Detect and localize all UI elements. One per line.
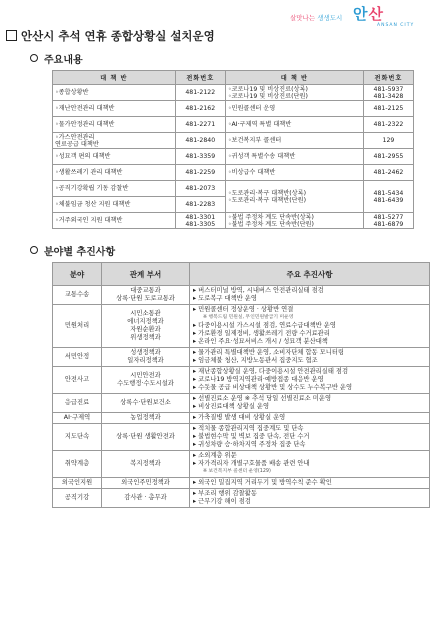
table-row <box>53 133 414 149</box>
dept-cell <box>102 413 190 424</box>
dept-cell <box>102 489 190 508</box>
table-row <box>53 413 430 424</box>
dept-cell <box>102 424 190 451</box>
team-cell <box>225 181 363 213</box>
table-row <box>53 213 414 229</box>
phone-number: 481-2283 <box>185 201 216 208</box>
field-cell: 외국인지원 <box>53 478 102 489</box>
col-header-field: 분야 <box>53 263 102 286</box>
team-cell <box>225 85 363 101</box>
phone-number: 481-2955 <box>373 153 404 160</box>
phone-number: 481-2259 <box>185 169 216 176</box>
phone-number: 481-2122 <box>185 89 216 96</box>
tasks-cell <box>190 451 430 478</box>
dept-name: 감사관 · 총무과 <box>124 494 167 501</box>
team-name: 연료공급 대책반 <box>55 140 99 148</box>
col-header-phone: 전화번호 <box>175 71 225 85</box>
task-item: ▸ 민원콜센터 정상운영 · 상황반 연결 <box>193 306 294 313</box>
phone-number: 481-2162 <box>185 105 216 112</box>
team-name: ◦공직기강확립 기동 감찰반 <box>55 185 129 192</box>
task-item: ▸ 소외계층 위문 <box>193 452 237 459</box>
team-name: ◦코로나19 및 비상진료(단원) <box>227 92 308 100</box>
section-heading-main: 주요내용 <box>30 51 83 66</box>
team-name: ◦도로관리·복구 대책반(상록) <box>227 189 306 197</box>
dept-cell <box>102 367 190 394</box>
task-item: ▸ 불법현수막 및 벽보 집중 단속, 전단 수거 <box>193 433 310 440</box>
team-name: ◦거주외국인 지원 대책반 <box>55 217 123 224</box>
phone-number: 481-3428 <box>373 92 404 100</box>
phone-cell <box>175 133 225 149</box>
table-row <box>53 489 430 508</box>
staff-table <box>52 70 414 229</box>
col-header-team: 대 책 반 <box>53 71 176 85</box>
task-note: ※ 보건복지부 콜센터 운영(129) <box>203 469 271 474</box>
task-item: ▸ 재난종합상황실 운영, 다중이용시설 안전관리실태 점검 <box>193 368 349 375</box>
phone-number: 481-2462 <box>373 169 404 176</box>
table-row <box>53 149 414 165</box>
team-cell <box>225 165 363 181</box>
phone-cell <box>175 197 225 213</box>
phone-number: 481-5434 <box>373 189 404 197</box>
team-cell <box>225 149 363 165</box>
team-cell <box>53 197 176 213</box>
table-row <box>53 367 430 394</box>
city-slogan: 살맛나는 생생도시 <box>290 14 343 22</box>
phone-number: 481-6879 <box>373 220 404 228</box>
table-row <box>53 165 414 181</box>
city-logo <box>290 6 438 40</box>
tasks-cell <box>190 305 430 348</box>
team-cell <box>53 165 176 181</box>
team-cell <box>225 213 363 229</box>
col-header-team: 대 책 반 <box>225 71 363 85</box>
dept-name: 자원순환과 <box>130 326 161 333</box>
task-item: ▸ 도로복구 대책반 운영 <box>193 295 257 302</box>
table-row <box>53 424 430 451</box>
team-name: ◦물가안정관리 대책반 <box>55 121 115 128</box>
task-item: ▸ 온라인 주요·성묘서비스 개시 / 성묘객 분산대책 <box>193 338 328 345</box>
team-name: ◦재난안전관리 대책반 <box>55 105 115 112</box>
task-note: ※ 행복드림 민원실, 무인민원발급기 미운영 <box>203 315 294 320</box>
dept-name: 외국인주민정책과 <box>121 479 170 486</box>
table-row <box>53 117 414 133</box>
team-name: ◦생활쓰레기 관리 대책반 <box>55 169 123 176</box>
phone-cell <box>363 133 413 149</box>
phone-number: 481-3301 <box>185 213 216 221</box>
table-row <box>53 348 430 367</box>
team-cell <box>53 85 176 101</box>
team-name: ◦귀성객 특별수송 대책반 <box>227 153 296 160</box>
dept-name: 성생정책과 <box>130 349 161 356</box>
table-row <box>53 451 430 478</box>
task-item: ▸ 선별진료소 운영 ※ 추석 당일 선별진료소 미운영 <box>193 395 332 402</box>
task-item: ▸ 부조리 행위 감찰활동 <box>193 490 257 497</box>
phone-number: 481-2271 <box>185 121 216 128</box>
section-heading-fields: 분야별 추진사항 <box>30 243 115 258</box>
phone-cell <box>363 181 413 213</box>
task-item: ▸ 다중이용시설 가스시설 점검, 연료수급대책반 운영 <box>193 322 336 329</box>
table-row <box>53 394 430 413</box>
team-name: ◦민원콜센터 운영 <box>227 105 276 112</box>
dept-name: 시민안전과 <box>130 372 161 379</box>
tasks-cell <box>190 367 430 394</box>
tasks-cell <box>190 394 430 413</box>
team-cell <box>225 101 363 117</box>
checkbox-square-icon <box>6 30 17 41</box>
tasks-cell <box>190 348 430 367</box>
dept-cell <box>102 348 190 367</box>
team-name: ◦AI·구제역 특별 대책반 <box>227 121 292 128</box>
field-cell: 교통수송 <box>53 286 102 305</box>
dept-cell <box>102 478 190 489</box>
phone-cell <box>363 165 413 181</box>
table-row <box>53 101 414 117</box>
field-table-header <box>53 263 430 286</box>
task-item: ▸ 자가격리자 개별구호물품 배송 관련 안내 <box>193 460 310 467</box>
phone-cell <box>363 101 413 117</box>
task-item: ▸ 임금체불 청산, 지방노동관서 집중지도 협조 <box>193 357 318 364</box>
circle-bullet-icon <box>30 246 38 254</box>
team-name: ◦불법 주정차 계도 단속반(단원) <box>227 220 314 228</box>
phone-cell <box>175 149 225 165</box>
team-name: ◦비상급수 대책반 <box>227 169 276 176</box>
field-cell: 취약계층 <box>53 451 102 478</box>
dept-name: 농업정책과 <box>130 414 161 421</box>
phone-number: 481-2073 <box>185 185 216 192</box>
phone-number: 481-2322 <box>373 121 404 128</box>
team-cell <box>225 117 363 133</box>
table-row <box>53 181 414 197</box>
dept-name: 시민소통관 <box>130 310 161 317</box>
tasks-cell <box>190 286 430 305</box>
phone-cell <box>175 85 225 101</box>
table-row <box>53 478 430 489</box>
dept-cell <box>102 286 190 305</box>
team-cell <box>53 133 176 149</box>
dept-name: 에너지정책과 <box>127 318 164 325</box>
tasks-cell <box>190 489 430 508</box>
field-cell: 공직기강 <box>53 489 102 508</box>
team-name: ◦성묘객 편의 대책반 <box>55 153 111 160</box>
dept-name: 상록·단원 도로교통과 <box>116 295 175 302</box>
field-cell: 민원처리 <box>53 305 102 348</box>
phone-cell <box>175 117 225 133</box>
team-cell <box>53 117 176 133</box>
dept-name: 복지정책과 <box>130 460 161 467</box>
document-title: 안산시 추석 연휴 종합상황실 설치운영 <box>6 28 215 44</box>
task-item: ▸ 귀성차량 승·하차지역 주정차 집중 단속 <box>193 441 306 448</box>
team-name: ◦보건복지부 콜센터 <box>227 137 282 144</box>
col-header-phone: 전화번호 <box>363 71 413 85</box>
team-cell <box>53 213 176 229</box>
task-item: ▸ 가로환경 일제정비, 생활쓰레기 전량 수거료관리 <box>193 330 330 337</box>
team-cell <box>53 149 176 165</box>
team-name: ◦종합상황반 <box>55 89 89 96</box>
dept-name: 수도행정·수도시설과 <box>117 380 174 387</box>
team-cell <box>53 101 176 117</box>
phone-number: 481-2840 <box>185 137 216 144</box>
task-item: ▸ 코로나19 방역지역관리·예방접종 대응반 운영 <box>193 376 324 383</box>
phone-number: 481-5277 <box>373 213 404 221</box>
team-name: ◦코로나19 및 비상진료(상록) <box>227 85 308 93</box>
phone-number: 481-5937 <box>373 85 404 93</box>
field-cell: AI·구제역 <box>53 413 102 424</box>
phone-number: 481-3359 <box>185 153 216 160</box>
task-item: ▸ 비상진료대책 상황실 운영 <box>193 403 270 410</box>
dept-name: 대중교통과 <box>130 287 161 294</box>
task-item: ▸ 수돗물 공급 비상대책 상황반 및 상수도 누수복구반 운영 <box>193 384 353 391</box>
phone-cell <box>175 101 225 117</box>
task-item: ▸ 근무기강 해이 점검 <box>193 498 251 505</box>
dept-cell <box>102 451 190 478</box>
task-item: ▸ 버스터미널 방역, 시내버스 안전관리실태 점검 <box>193 287 324 294</box>
staff-table-header <box>53 71 414 85</box>
table-row <box>53 305 430 348</box>
phone-cell <box>363 213 413 229</box>
team-name: ◦가스안전관리 <box>55 133 95 141</box>
table-row <box>53 286 430 305</box>
task-item: ▸ 적치물 종합관리지역 집중계도 및 단속 <box>193 425 304 432</box>
dept-name: 상록수·단원보건소 <box>120 399 171 406</box>
col-header-dept: 관계 부서 <box>102 263 190 286</box>
task-item: ▸ 가축질병 발생 대비 상황실 운영 <box>193 414 286 421</box>
task-item: ▸ 물가관리 특별대책반 운영, 소비자단체 합동 모니터링 <box>193 349 344 356</box>
phone-cell <box>363 117 413 133</box>
tasks-cell <box>190 424 430 451</box>
city-logo-subtitle: ANSAN CITY <box>377 23 415 28</box>
city-logo-mark: 안산 <box>353 5 384 23</box>
dept-cell <box>102 394 190 413</box>
field-cell: 지도단속 <box>53 424 102 451</box>
phone-cell <box>363 85 413 101</box>
team-cell <box>225 133 363 149</box>
circle-bullet-icon <box>30 54 38 62</box>
phone-cell <box>175 213 225 229</box>
phone-number: 481-6439 <box>373 196 404 204</box>
dept-name: 위생정책과 <box>130 334 161 341</box>
team-name: ◦불법 주정차 계도 단속반(상록) <box>227 213 314 221</box>
tasks-cell <box>190 478 430 489</box>
phone-number: 481-3305 <box>185 220 216 228</box>
field-cell: 응급진료 <box>53 394 102 413</box>
phone-number: 481-2125 <box>373 105 404 112</box>
team-name: ◦도로관리·복구 대책반(단원) <box>227 196 306 204</box>
dept-name: 일자리정책과 <box>127 357 164 364</box>
phone-cell <box>175 181 225 197</box>
phone-cell <box>175 165 225 181</box>
tasks-cell <box>190 413 430 424</box>
team-cell <box>53 181 176 197</box>
dept-name: 상록·단원 생활안전과 <box>116 433 175 440</box>
phone-cell <box>363 149 413 165</box>
col-header-tasks: 주요 추진사항 <box>190 263 430 286</box>
field-table <box>52 262 430 508</box>
dept-cell <box>102 305 190 348</box>
team-name: ◦체불임금 청산 지원 대책반 <box>55 201 131 208</box>
task-item: ▸ 외국인 밀집지역 거리두기 및 방역수칙 준수 확인 <box>193 479 332 486</box>
table-row <box>53 85 414 101</box>
field-cell: 안전사고 <box>53 367 102 394</box>
field-cell: 서민안정 <box>53 348 102 367</box>
phone-number: 129 <box>382 137 395 144</box>
